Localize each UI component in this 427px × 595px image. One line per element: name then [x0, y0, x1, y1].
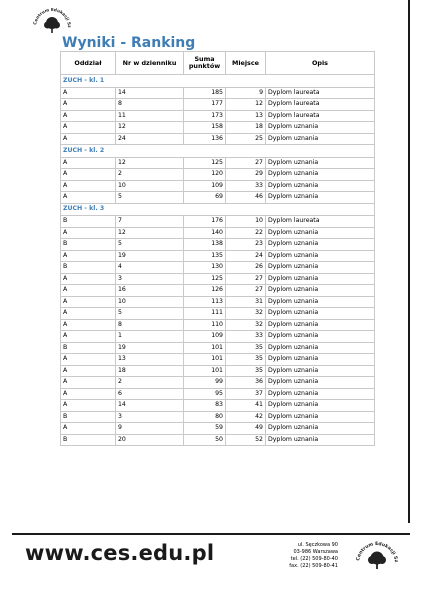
cell-suma: 99	[184, 377, 226, 389]
cell-miejsce: 22	[226, 227, 266, 239]
cell-suma: 158	[184, 122, 226, 134]
cell-oddzial: A	[61, 273, 116, 285]
cell-opis: Dyplom uznania	[266, 400, 375, 412]
cell-oddzial: A	[61, 157, 116, 169]
table-row	[61, 365, 375, 377]
cell-suma: 110	[184, 319, 226, 331]
cell-opis: Dyplom uznania	[266, 365, 375, 377]
table-row	[61, 239, 375, 251]
cell-oddzial: A	[61, 110, 116, 122]
table-row	[61, 423, 375, 435]
cell-nr: 1	[116, 331, 184, 343]
col-header-miejsce: Miejsce	[226, 52, 266, 75]
cell-nr: 5	[116, 308, 184, 320]
cell-opis: Dyplom uznania	[266, 388, 375, 400]
cell-oddzial: A	[61, 365, 116, 377]
table-row	[61, 99, 375, 111]
cell-miejsce: 35	[226, 354, 266, 366]
col-header-suma: Suma punktów	[184, 52, 226, 75]
table-row	[61, 285, 375, 297]
cell-nr: 5	[116, 239, 184, 251]
tree-icon	[368, 552, 386, 570]
cell-opis: Dyplom uznania	[266, 423, 375, 435]
cell-nr: 4	[116, 262, 184, 274]
cell-nr: 10	[116, 296, 184, 308]
cell-opis: Dyplom uznania	[266, 342, 375, 354]
cell-opis: Dyplom laureata	[266, 99, 375, 111]
table-row	[61, 354, 375, 366]
cell-oddzial: A	[61, 308, 116, 320]
cell-oddzial: A	[61, 377, 116, 389]
website-url[interactable]: www.ces.edu.pl	[25, 541, 215, 565]
table-row	[61, 133, 375, 145]
cell-suma: 176	[184, 216, 226, 228]
cell-miejsce: 29	[226, 169, 266, 181]
cell-nr: 3	[116, 273, 184, 285]
footer-divider	[12, 533, 410, 535]
table-row	[61, 319, 375, 331]
ces-logo-top	[30, 5, 74, 35]
cell-nr: 20	[116, 434, 184, 446]
cell-nr: 8	[116, 319, 184, 331]
cell-suma: 109	[184, 331, 226, 343]
cell-suma: 113	[184, 296, 226, 308]
cell-oddzial: A	[61, 180, 116, 192]
cell-miejsce: 49	[226, 423, 266, 435]
cell-suma: 109	[184, 180, 226, 192]
cell-oddzial: A	[61, 319, 116, 331]
cell-nr: 9	[116, 423, 184, 435]
cell-miejsce: 10	[226, 216, 266, 228]
cell-nr: 5	[116, 192, 184, 204]
cell-oddzial: A	[61, 296, 116, 308]
cell-suma: 135	[184, 250, 226, 262]
cell-suma: 101	[184, 354, 226, 366]
table-row	[61, 110, 375, 122]
cell-opis: Dyplom uznania	[266, 331, 375, 343]
table-row	[61, 434, 375, 446]
cell-suma: 185	[184, 87, 226, 99]
cell-oddzial: A	[61, 331, 116, 343]
cell-nr: 10	[116, 180, 184, 192]
address-line: 03-986 Warszawa	[293, 549, 338, 555]
cell-oddzial: B	[61, 434, 116, 446]
cell-oddzial: B	[61, 216, 116, 228]
section-row	[61, 145, 375, 158]
table-row	[61, 87, 375, 99]
cell-opis: Dyplom uznania	[266, 319, 375, 331]
cell-miejsce: 27	[226, 273, 266, 285]
cell-suma: 173	[184, 110, 226, 122]
cell-miejsce: 52	[226, 434, 266, 446]
cell-opis: Dyplom uznania	[266, 157, 375, 169]
cell-suma: 83	[184, 400, 226, 412]
cell-oddzial: A	[61, 192, 116, 204]
cell-opis: Dyplom uznania	[266, 262, 375, 274]
table-row	[61, 262, 375, 274]
cell-opis: Dyplom uznania	[266, 296, 375, 308]
table-row	[61, 227, 375, 239]
cell-oddzial: A	[61, 87, 116, 99]
address-line: ul. Sęczkowa 90	[297, 542, 338, 548]
cell-miejsce: 37	[226, 388, 266, 400]
cell-oddzial: A	[61, 133, 116, 145]
cell-suma: 140	[184, 227, 226, 239]
cell-oddzial: A	[61, 99, 116, 111]
table-row	[61, 377, 375, 389]
cell-oddzial: B	[61, 342, 116, 354]
cell-opis: Dyplom uznania	[266, 180, 375, 192]
cell-oddzial: B	[61, 239, 116, 251]
cell-suma: 130	[184, 262, 226, 274]
cell-opis: Dyplom uznania	[266, 133, 375, 145]
table-row	[61, 169, 375, 181]
cell-nr: 14	[116, 87, 184, 99]
cell-miejsce: 36	[226, 377, 266, 389]
cell-opis: Dyplom uznania	[266, 250, 375, 262]
logo-top-text: Centrum Edukacji Sz	[32, 6, 73, 28]
table-row	[61, 273, 375, 285]
cell-suma: 111	[184, 308, 226, 320]
cell-miejsce: 9	[226, 87, 266, 99]
section-label: ZUCH - kl. 2	[61, 145, 375, 158]
cell-miejsce: 26	[226, 262, 266, 274]
table-row	[61, 250, 375, 262]
cell-oddzial: A	[61, 423, 116, 435]
cell-suma: 95	[184, 388, 226, 400]
cell-oddzial: A	[61, 250, 116, 262]
cell-miejsce: 32	[226, 308, 266, 320]
cell-oddzial: B	[61, 262, 116, 274]
cell-nr: 12	[116, 227, 184, 239]
cell-oddzial: B	[61, 411, 116, 423]
cell-opis: Dyplom uznania	[266, 285, 375, 297]
cell-suma: 136	[184, 133, 226, 145]
cell-opis: Dyplom uznania	[266, 377, 375, 389]
cell-opis: Dyplom uznania	[266, 122, 375, 134]
cell-nr: 6	[116, 388, 184, 400]
cell-miejsce: 35	[226, 365, 266, 377]
section-label: ZUCH - kl. 1	[61, 75, 375, 88]
table-row	[61, 216, 375, 228]
cell-nr: 12	[116, 157, 184, 169]
table-row	[61, 296, 375, 308]
cell-miejsce: 27	[226, 285, 266, 297]
table-row	[61, 388, 375, 400]
cell-nr: 16	[116, 285, 184, 297]
cell-nr: 24	[116, 133, 184, 145]
cell-suma: 125	[184, 157, 226, 169]
cell-opis: Dyplom uznania	[266, 192, 375, 204]
cell-suma: 138	[184, 239, 226, 251]
page-title: Wyniki - Ranking	[62, 35, 196, 51]
cell-opis: Dyplom uznania	[266, 354, 375, 366]
cell-oddzial: A	[61, 388, 116, 400]
tree-icon	[44, 17, 60, 33]
cell-nr: 18	[116, 365, 184, 377]
ranking-table	[60, 51, 375, 446]
cell-suma: 69	[184, 192, 226, 204]
table-row	[61, 122, 375, 134]
cell-opis: Dyplom uznania	[266, 169, 375, 181]
cell-nr: 13	[116, 354, 184, 366]
cell-suma: 177	[184, 99, 226, 111]
cell-miejsce: 31	[226, 296, 266, 308]
cell-miejsce: 32	[226, 319, 266, 331]
table-row	[61, 308, 375, 320]
table-header-row	[61, 52, 375, 75]
cell-miejsce: 13	[226, 110, 266, 122]
cell-miejsce: 41	[226, 400, 266, 412]
cell-oddzial: A	[61, 122, 116, 134]
cell-opis: Dyplom uznania	[266, 308, 375, 320]
cell-opis: Dyplom laureata	[266, 216, 375, 228]
cell-nr: 3	[116, 411, 184, 423]
cell-miejsce: 42	[226, 411, 266, 423]
cell-miejsce: 23	[226, 239, 266, 251]
cell-nr: 2	[116, 377, 184, 389]
cell-suma: 59	[184, 423, 226, 435]
cell-opis: Dyplom uznania	[266, 273, 375, 285]
section-row	[61, 203, 375, 216]
cell-miejsce: 33	[226, 331, 266, 343]
table-row	[61, 180, 375, 192]
cell-suma: 125	[184, 273, 226, 285]
cell-miejsce: 33	[226, 180, 266, 192]
cell-nr: 19	[116, 250, 184, 262]
table-row	[61, 411, 375, 423]
address-line: tel. (22) 509-80-40	[290, 556, 338, 562]
cell-suma: 50	[184, 434, 226, 446]
col-header-nr: Nr w dzienniku	[116, 52, 184, 75]
cell-opis: Dyplom laureata	[266, 87, 375, 99]
cell-suma: 80	[184, 411, 226, 423]
cell-opis: Dyplom uznania	[266, 227, 375, 239]
cell-miejsce: 25	[226, 133, 266, 145]
cell-opis: Dyplom uznania	[266, 239, 375, 251]
cell-nr: 11	[116, 110, 184, 122]
table-row	[61, 331, 375, 343]
cell-miejsce: 18	[226, 122, 266, 134]
cell-suma: 120	[184, 169, 226, 181]
logo-bottom-text: Centrum Edukacji Sz	[356, 541, 399, 563]
cell-oddzial: A	[61, 227, 116, 239]
col-header-oddzial: Oddział	[61, 52, 116, 75]
table-row	[61, 157, 375, 169]
cell-miejsce: 12	[226, 99, 266, 111]
section-row	[61, 75, 375, 88]
ces-logo-bottom	[353, 538, 401, 572]
cell-oddzial: A	[61, 285, 116, 297]
cell-oddzial: A	[61, 354, 116, 366]
cell-miejsce: 27	[226, 157, 266, 169]
table-row	[61, 400, 375, 412]
table-row	[61, 192, 375, 204]
cell-nr: 7	[116, 216, 184, 228]
cell-nr: 12	[116, 122, 184, 134]
col-header-opis: Opis	[266, 52, 375, 75]
cell-opis: Dyplom uznania	[266, 411, 375, 423]
cell-nr: 2	[116, 169, 184, 181]
cell-nr: 19	[116, 342, 184, 354]
cell-suma: 126	[184, 285, 226, 297]
cell-opis: Dyplom uznania	[266, 434, 375, 446]
cell-oddzial: A	[61, 400, 116, 412]
cell-suma: 101	[184, 342, 226, 354]
cell-opis: Dyplom laureata	[266, 110, 375, 122]
vertical-divider	[408, 0, 410, 523]
address-block	[285, 542, 338, 570]
cell-nr: 14	[116, 400, 184, 412]
cell-miejsce: 46	[226, 192, 266, 204]
cell-oddzial: A	[61, 169, 116, 181]
cell-miejsce: 24	[226, 250, 266, 262]
cell-nr: 8	[116, 99, 184, 111]
address-line: fax. (22) 509-80-41	[289, 563, 338, 569]
section-label: ZUCH - kl. 3	[61, 203, 375, 216]
table-row	[61, 342, 375, 354]
cell-miejsce: 35	[226, 342, 266, 354]
cell-suma: 101	[184, 365, 226, 377]
